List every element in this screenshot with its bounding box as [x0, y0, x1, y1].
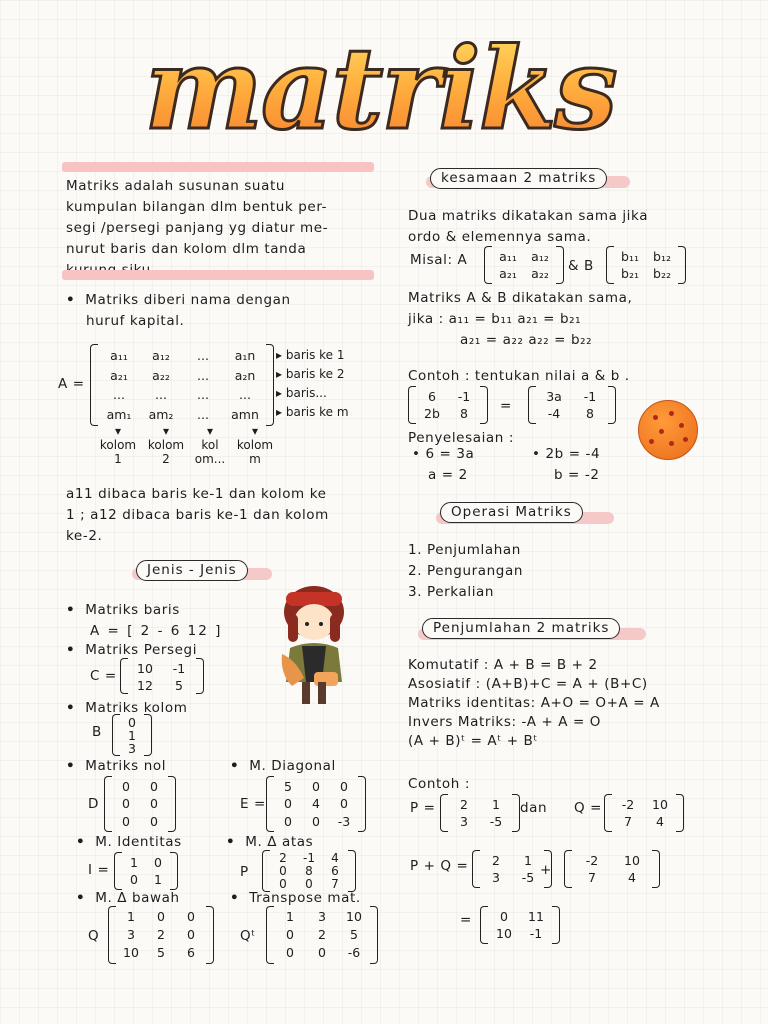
operasi-item: 2. Pengurangan: [408, 563, 523, 579]
bracket-left: [472, 850, 480, 888]
bracket-right: [206, 906, 214, 964]
cell: 0: [340, 796, 348, 812]
cell: 4: [331, 851, 339, 865]
matrix-lhs: I =: [88, 862, 110, 878]
col-label: om...: [194, 452, 226, 466]
bracket-left: [114, 852, 122, 890]
note-line: 1 ; a12 dibaca baris ke-1 dan kolom: [66, 507, 329, 523]
character-illustration: [272, 578, 356, 712]
matrix-i: [114, 852, 178, 890]
matrix-q-bawah: [108, 906, 214, 964]
bracket-right: [608, 386, 616, 424]
cell: -6: [347, 945, 361, 960]
cell: 5: [157, 945, 165, 960]
bracket-right: [676, 794, 684, 832]
cell: 5: [284, 779, 292, 794]
bracket-left: [408, 386, 416, 424]
type-name: • M. Identitas: [76, 832, 182, 853]
type-nol-title: [66, 756, 166, 777]
cell: -5: [521, 870, 535, 885]
contoh2-label: Contoh :: [408, 776, 470, 792]
bracket-left: [90, 344, 98, 426]
type-name: • Matriks nol: [66, 756, 166, 777]
cell: 3: [318, 909, 326, 924]
cell: 0: [122, 779, 130, 794]
sum-lhs: P + Q =: [410, 858, 469, 874]
cell: -2: [621, 797, 635, 812]
cell: 8: [460, 406, 468, 421]
bracket-left: [528, 386, 536, 424]
cell: a₂₂: [152, 367, 170, 383]
bracket-left: [266, 776, 274, 832]
cell: -1: [172, 661, 186, 676]
intro-line: segi /persegi panjang yg diatur me-: [66, 220, 329, 236]
cell: 0: [150, 779, 158, 794]
cell: 0: [284, 796, 292, 812]
cell: 3: [460, 814, 468, 829]
cell: -1: [303, 851, 315, 865]
cell: -4: [547, 406, 561, 421]
cell: 1: [127, 909, 135, 924]
cell: 7: [588, 870, 596, 885]
cell: a₁₁: [110, 348, 128, 363]
matrix-e: [266, 776, 366, 832]
matrix-d: [104, 776, 176, 832]
matrix-qt: [266, 906, 378, 964]
cell: 0: [500, 909, 508, 924]
cell: 10: [624, 853, 640, 868]
cell: b₁₁: [621, 249, 639, 264]
cell: ...: [197, 367, 209, 383]
matrix-lhs: B: [92, 724, 102, 740]
cell: 10: [123, 945, 139, 960]
page-title: matriks: [120, 20, 640, 160]
cell: 6: [428, 389, 436, 404]
cell: 2: [492, 853, 500, 868]
operasi-item: 3. Perkalian: [408, 584, 495, 600]
cell: 10: [137, 661, 153, 676]
properties: [408, 656, 748, 751]
intro-line: kumpulan bilangan dlm bentuk per-: [66, 199, 328, 215]
cell: 0: [305, 877, 313, 891]
bracket-right: [552, 906, 560, 944]
row-label: baris ke m: [285, 405, 349, 419]
cond-line: Matriks A & B dikatakan sama,: [408, 290, 633, 306]
misal-matrix-b: [606, 246, 686, 284]
cell: a₁₂: [531, 249, 549, 264]
cell: 0: [279, 877, 287, 891]
type-name: • M. Diagonal: [230, 756, 336, 777]
col-label: 1: [114, 452, 122, 466]
generic-lhs: A =: [58, 376, 85, 392]
cell: 0: [122, 813, 130, 829]
cell: ...: [197, 348, 209, 363]
cell: 2b: [424, 406, 440, 421]
bracket-right: [652, 850, 660, 888]
bracket-right: [266, 344, 274, 426]
cell: 1: [130, 855, 138, 870]
bracket-left: [484, 246, 492, 284]
intro-line: nurut baris dan kolom dlm tanda: [66, 241, 307, 257]
penyelesaian-label: Penyelesaian :: [408, 430, 514, 446]
cell: 5: [175, 678, 183, 693]
cell: a₁₂: [152, 348, 170, 363]
cell: 2: [460, 797, 468, 812]
solve-step: • 2b = -4: [532, 446, 601, 462]
cell: b₁₂: [653, 249, 671, 264]
cell: -1: [529, 926, 543, 941]
bracket-right: [196, 658, 204, 694]
type-name: • Matriks Persegi: [66, 640, 197, 661]
type-identitas-title: [76, 832, 182, 853]
type-baris: [66, 600, 222, 642]
jenis-label: Jenis - Jenis: [136, 560, 248, 581]
kesamaan-text: [408, 206, 728, 248]
bracket-right: [556, 246, 564, 284]
bracket-left: [606, 246, 614, 284]
col-label: kol: [201, 438, 219, 452]
prop-line: Matriks identitas: A+O = O+A = A: [408, 695, 660, 711]
type-name: • Transpose mat.: [230, 888, 361, 909]
kesamaan-line: ordo & elemennya sama.: [408, 229, 592, 245]
equals-sign: =: [460, 912, 472, 928]
cell: -1: [583, 389, 597, 404]
sum-matrix-q: [564, 850, 660, 888]
cell: 0: [286, 927, 294, 942]
matrix-b: [112, 714, 152, 756]
cell: a₁₁: [499, 249, 517, 264]
bracket-left: [440, 794, 448, 832]
cell: 3: [128, 741, 136, 756]
bullet-line: • Matriks diberi nama dengan: [66, 290, 386, 311]
cell: a₂₁: [110, 367, 128, 383]
cell: 0: [150, 813, 158, 829]
column-labels: ▾ kolom 1 ▾ kolom 2 ▾ kol om... ▾ kolom m: [96, 424, 286, 466]
cell: 8: [305, 864, 313, 878]
title-lettering: [120, 20, 640, 160]
cell: a₁n: [234, 348, 256, 363]
cell: -3: [337, 813, 351, 829]
row-label: baris...: [285, 386, 327, 400]
cell: am₂: [148, 406, 174, 422]
cell: 3: [492, 870, 500, 885]
cell: 3: [127, 927, 135, 942]
cell: 6: [187, 945, 195, 960]
matrix-lhs: P: [240, 864, 249, 880]
operasi-list: [408, 540, 523, 603]
cell: 6: [331, 864, 339, 878]
cell: 2: [318, 927, 326, 942]
cell: 10: [346, 909, 362, 924]
penjumlahan-label: Penjumlahan 2 matriks: [422, 618, 620, 639]
bracket-left: [108, 906, 116, 964]
matrix-p-atas: [262, 850, 356, 892]
named-bullet: [66, 290, 386, 332]
element-note: [66, 484, 386, 547]
cell: 0: [312, 779, 320, 794]
bracket-left: [112, 714, 120, 756]
bracket-right: [512, 794, 520, 832]
type-name: • M. Δ atas: [226, 832, 313, 853]
cell: 0: [150, 796, 158, 812]
bracket-right: [370, 906, 378, 964]
bracket-right: [348, 850, 356, 892]
bracket-right: [480, 386, 488, 424]
bracket-left: [262, 850, 270, 892]
bracket-left: [564, 850, 572, 888]
cell: 0: [187, 927, 195, 942]
bracket-left: [104, 776, 112, 832]
solve-step: a = 2: [428, 467, 468, 483]
cell: 0: [157, 909, 165, 924]
misal-text: Misal: A: [410, 252, 468, 268]
cell: 1: [154, 872, 162, 887]
contoh-matrix-right: [528, 386, 616, 424]
cell: amn: [231, 406, 259, 422]
cell: b₂₁: [621, 266, 639, 281]
col-label: kolom: [147, 438, 185, 452]
operasi-label: Operasi Matriks: [440, 502, 583, 523]
matrix-q: [604, 794, 684, 832]
highlight-bar: [62, 270, 374, 280]
cell: 12: [137, 678, 153, 693]
bracket-left: [120, 658, 128, 694]
misal-matrix-a: [484, 246, 564, 284]
row-labels: ▸ baris ke 1 ▸ baris ke 2 ▸ baris... ▸ baris ke m: [276, 348, 349, 419]
cell: ...: [239, 387, 251, 402]
contoh-line: Contoh : tentukan nilai a & b .: [408, 368, 630, 384]
cond-line: jika : a₁₁ = b₁₁ a₂₁ = b₂₁: [408, 311, 582, 327]
cell: 2: [279, 851, 287, 865]
cell: 8: [586, 406, 594, 421]
bracket-right: [358, 776, 366, 832]
matrix-lhs: P =: [410, 800, 436, 816]
col-label: kolom: [99, 438, 137, 452]
generic-matrix: [90, 344, 274, 426]
matrix-lhs: Q: [88, 928, 100, 944]
solve-step: • 6 = 3a: [412, 446, 475, 462]
cell: a₂n: [234, 367, 256, 383]
cell: 0: [154, 855, 162, 870]
matrix-c: [120, 658, 204, 694]
bracket-left: [480, 906, 488, 944]
contoh-matrix-left: [408, 386, 488, 424]
cell: 3a: [546, 389, 562, 404]
cell: am₁: [106, 406, 132, 422]
bracket-right: [170, 852, 178, 890]
operasi-item: 1. Penjumlahan: [408, 542, 521, 558]
baris-expr: A = [ 2 - 6 12 ]: [90, 623, 223, 639]
cell: 0: [340, 779, 348, 794]
matrix-p: [440, 794, 520, 832]
cell: 0: [122, 796, 130, 812]
cell: 11: [528, 909, 544, 924]
highlight-bar: [62, 162, 374, 172]
result-matrix: [480, 906, 560, 944]
bracket-right: [144, 714, 152, 756]
cell: ...: [113, 387, 125, 402]
kesamaan-label: kesamaan 2 matriks: [430, 168, 607, 189]
cell: 7: [331, 877, 339, 891]
cell: 7: [624, 814, 632, 829]
note-line: ke-2.: [66, 528, 103, 544]
type-name: • Matriks kolom: [66, 698, 187, 719]
cell: 0: [130, 872, 138, 887]
col-label: m: [249, 452, 261, 466]
cell: a₂₁: [499, 266, 517, 281]
bracket-right: [678, 246, 686, 284]
cell: b₂₂: [653, 266, 671, 281]
cell: -2: [585, 853, 599, 868]
bracket-left: [604, 794, 612, 832]
cell: -1: [457, 389, 471, 404]
cell: 0: [318, 945, 326, 960]
matrix-lhs: D: [88, 796, 99, 812]
cell: 0: [279, 864, 287, 878]
cell: 1: [492, 797, 500, 812]
matrix-lhs: Q =: [574, 800, 603, 816]
bracket-right: [168, 776, 176, 832]
cell: 5: [350, 927, 358, 942]
cell: ...: [197, 406, 209, 422]
cell: 1: [128, 728, 136, 743]
cell: 10: [652, 797, 668, 812]
cell: -5: [489, 814, 503, 829]
plus-sign: +: [540, 862, 552, 878]
cell: 1: [286, 909, 294, 924]
cell: 4: [628, 870, 636, 885]
cell: 0: [284, 813, 292, 829]
cell: 4: [656, 814, 664, 829]
row-label: baris ke 2: [285, 367, 345, 381]
equals-sign: =: [500, 398, 512, 414]
cell: 10: [496, 926, 512, 941]
solve-step: b = -2: [554, 467, 600, 483]
col-label: 2: [162, 452, 170, 466]
matrix-lhs: Qᵗ: [240, 928, 256, 944]
matrix-lhs: E =: [240, 796, 266, 812]
cell: ...: [155, 387, 167, 402]
cell: 0: [286, 945, 294, 960]
col-label: kolom: [236, 438, 274, 452]
cell: 2: [157, 927, 165, 942]
type-name: • Matriks baris: [66, 600, 222, 621]
cell: a₂₂: [531, 266, 549, 281]
prop-line: Komutatif : A + B = B + 2: [408, 657, 598, 673]
bracket-left: [266, 906, 274, 964]
solution: [412, 444, 652, 486]
cell: ...: [197, 387, 209, 402]
dan-text: dan: [520, 800, 548, 816]
kesamaan-condition: [408, 288, 728, 351]
cell: 0: [187, 909, 195, 924]
cell: 1: [524, 853, 532, 868]
misal-and: & B: [568, 258, 594, 274]
bullet-line: huruf kapital.: [86, 313, 185, 329]
kesamaan-line: Dua matriks dikatakan sama jika: [408, 208, 649, 224]
prop-line: (A + B)ᵗ = Aᵗ + Bᵗ: [408, 733, 538, 749]
intro-text: [66, 176, 386, 281]
row-label: baris ke 1: [285, 348, 345, 362]
prop-line: Invers Matriks: -A + A = O: [408, 714, 601, 730]
intro-line: Matriks adalah susunan suatu: [66, 178, 286, 194]
cell: 0: [128, 715, 136, 730]
cell: 0: [312, 813, 320, 829]
cond-line: a₂₁ = a₂₂ a₂₂ = b₂₂: [460, 332, 593, 348]
matrix-lhs: C =: [90, 668, 117, 684]
cell: 4: [312, 796, 320, 812]
note-line: a11 dibaca baris ke-1 dan kolom ke: [66, 486, 327, 502]
type-name: • M. Δ bawah: [76, 888, 180, 909]
type-diagonal-title: [230, 756, 336, 777]
prop-line: Asosiatif : (A+B)+C = A + (B+C): [408, 676, 648, 692]
